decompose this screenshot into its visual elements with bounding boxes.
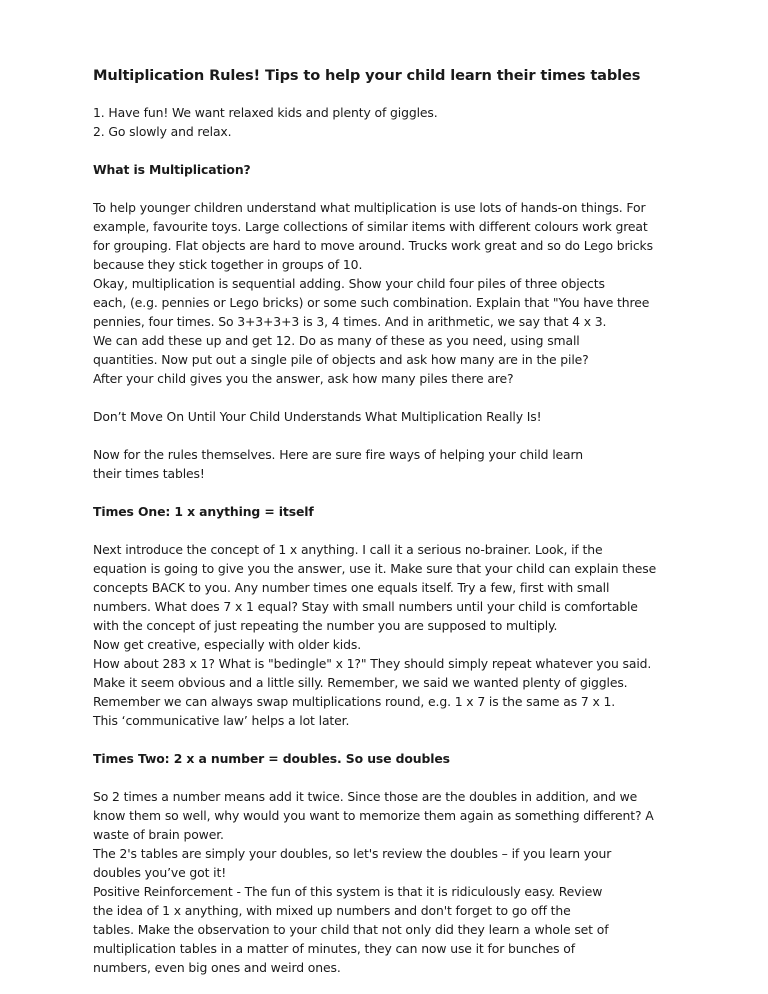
- intro-line: 1. Have fun! We want relaxed kids and plenty of giggles.: [93, 105, 438, 120]
- section-heading-times-one: Times One: 1 x anything = itself: [93, 504, 314, 519]
- paragraph-line: numbers, even big ones and weird ones.: [93, 960, 341, 975]
- paragraph-line: Remember we can always swap multiplications round, e.g. 1 x 7 is the same as 7 x 1.: [93, 694, 616, 709]
- paragraph-line: We can add these up and get 12. Do as many of these as you need, using small: [93, 333, 580, 348]
- paragraph-line: Make it seem obvious and a little silly. Remember, we said we wanted plenty of giggles.: [93, 675, 628, 690]
- paragraph-line: To help younger children understand what multiplication is use lots of hands-on things. For: [93, 200, 646, 215]
- section-heading-what-is: What is Multiplication?: [93, 162, 251, 177]
- paragraph-line: waste of brain power.: [93, 827, 224, 842]
- paragraph-line: After your child gives you the answer, ask how many piles there are?: [93, 371, 514, 386]
- section-times-two-body: [93, 787, 683, 977]
- paragraph-line: with the concept of just repeating the number you are supposed to multiply.: [93, 618, 558, 633]
- paragraph-line: Now get creative, especially with older kids.: [93, 637, 362, 652]
- paragraph-line: the idea of 1 x anything, with mixed up numbers and don't forget to go off the: [93, 903, 571, 918]
- section-what-is-body: [93, 198, 683, 388]
- paragraph-line: tables. Make the observation to your child that not only did they learn a whole set of: [93, 922, 609, 937]
- paragraph-line: know them so well, why would you want to memorize them again as something different? A: [93, 808, 654, 823]
- paragraph-line: for grouping. Flat objects are hard to move around. Trucks work great and so do Lego bricks: [93, 238, 653, 253]
- document-title: Multiplication Rules! Tips to help your child learn their times tables: [93, 67, 641, 84]
- paragraph-line: How about 283 x 1? What is "bedingle" x 1?" They should simply repeat whatever you said.: [93, 656, 652, 671]
- document-page: [93, 66, 683, 977]
- paragraph-line: example, favourite toys. Large collections of similar items with different colours work great: [93, 219, 648, 234]
- section-heading-times-two: Times Two: 2 x a number = doubles. So use doubles: [93, 751, 450, 766]
- intro-line: 2. Go slowly and relax.: [93, 124, 232, 139]
- paragraph-line: doubles you’ve got it!: [93, 865, 227, 880]
- paragraph-line: concepts BACK to you. Any number times one equals itself. Try a few, first with small: [93, 580, 610, 595]
- paragraph-line: pennies, four times. So 3+3+3+3 is 3, 4 times. And in arithmetic, we say that 4 x 3.: [93, 314, 607, 329]
- paragraph-line: The 2's tables are simply your doubles, so let's review the doubles – if you learn your: [93, 846, 612, 861]
- dont-move-on-note: Don’t Move On Until Your Child Understands What Multiplication Really Is!: [93, 409, 542, 424]
- paragraph-line: quantities. Now put out a single pile of objects and ask how many are in the pile?: [93, 352, 589, 367]
- rules-intro-line: Now for the rules themselves. Here are sure fire ways of helping your child learn: [93, 447, 584, 462]
- rules-intro-line: their times tables!: [93, 466, 205, 481]
- paragraph-line: Okay, multiplication is sequential adding. Show your child four piles of three objects: [93, 276, 605, 291]
- paragraph-line: numbers. What does 7 x 1 equal? Stay with small numbers until your child is comfortable: [93, 599, 638, 614]
- paragraph-line: because they stick together in groups of 10.: [93, 257, 363, 272]
- paragraph-line: So 2 times a number means add it twice. Since those are the doubles in addition, and we: [93, 789, 638, 804]
- paragraph-line: equation is going to give you the answer, use it. Make sure that your child can explain these: [93, 561, 657, 576]
- section-times-one-body: [93, 540, 683, 730]
- paragraph-line: Next introduce the concept of 1 x anything. I call it a serious no-brainer. Look, if the: [93, 542, 603, 557]
- paragraph-line: multiplication tables in a matter of minutes, they can now use it for bunches of: [93, 941, 575, 956]
- paragraph-line: each, (e.g. pennies or Lego bricks) or some such combination. Explain that "You have three: [93, 295, 650, 310]
- paragraph-line: This ‘communicative law’ helps a lot later.: [93, 713, 350, 728]
- paragraph-line: Positive Reinforcement - The fun of this system is that it is ridiculously easy. Review: [93, 884, 603, 899]
